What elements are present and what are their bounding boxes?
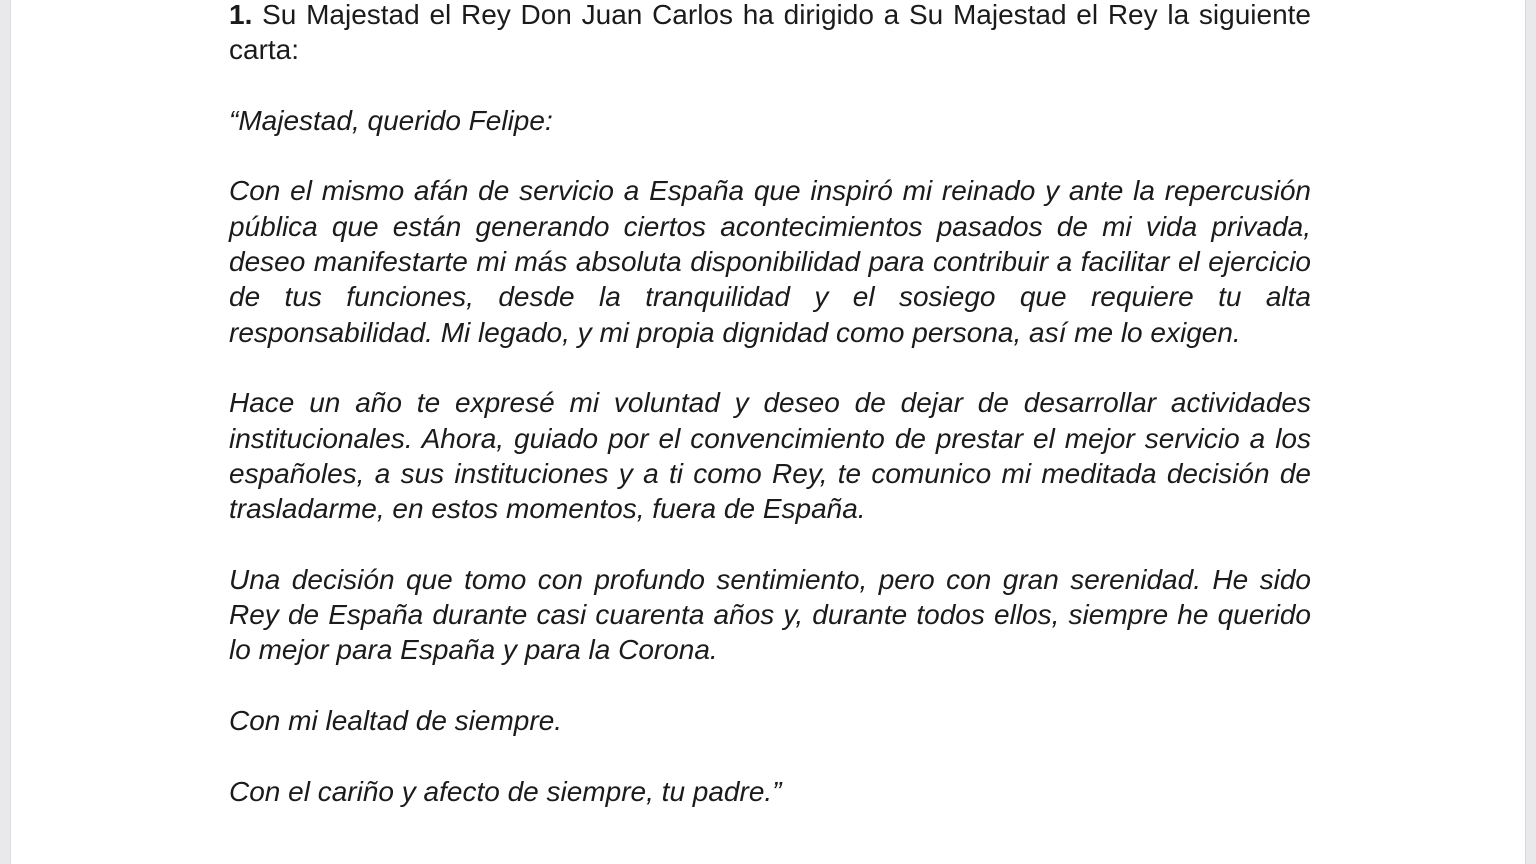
- document-page: [10, 0, 1526, 864]
- item-number: 1.: [229, 0, 253, 30]
- closing-line-2: Con el cariño y afecto de siempre, tu padre.”: [229, 775, 782, 807]
- closing-line-1: Con mi lealtad de siempre.: [229, 704, 563, 736]
- letter-paragraph-2: Hace un año te expresé mi voluntad y deseo de dejar de desarrollar actividades institucionales. Ahora, guiado por el convencimiento de prestar el mejor servicio a los españoles, a sus instituciones y a ti como Rey, te comunico mi meditada decisión de trasladarme, en estos momentos, fuera de España.: [229, 387, 1311, 525]
- intro-text: Su Majestad el Rey Don Juan Carlos ha dirigido a Su Majestad el Rey la siguiente carta:: [229, 0, 1311, 66]
- letter-paragraph-3: Una decisión que tomo con profundo sentimiento, pero con gran serenidad. He sido Rey de España durante casi cuarenta años y, durante todos ellos, siempre he querido lo mejor para España y para la Corona.: [229, 563, 1311, 666]
- letter-body: [229, 0, 1311, 844]
- salutation: “Majestad, querido Felipe:: [229, 104, 553, 136]
- letter-paragraph-1: Con el mismo afán de servicio a España que inspiró mi reinado y ante la repercusión pública que están generando ciertos acontecimientos pasados de mi vida privada, deseo manifestarte mi más absoluta disponibilidad para contribuir a facilitar el ejercicio de tus funciones, desde la tranquilidad y el sosiego que requiere tu alta responsabilidad. Mi legado, y mi propia dignidad como persona, así me lo exigen.: [229, 175, 1311, 348]
- intro-paragraph: [229, 0, 1311, 68]
